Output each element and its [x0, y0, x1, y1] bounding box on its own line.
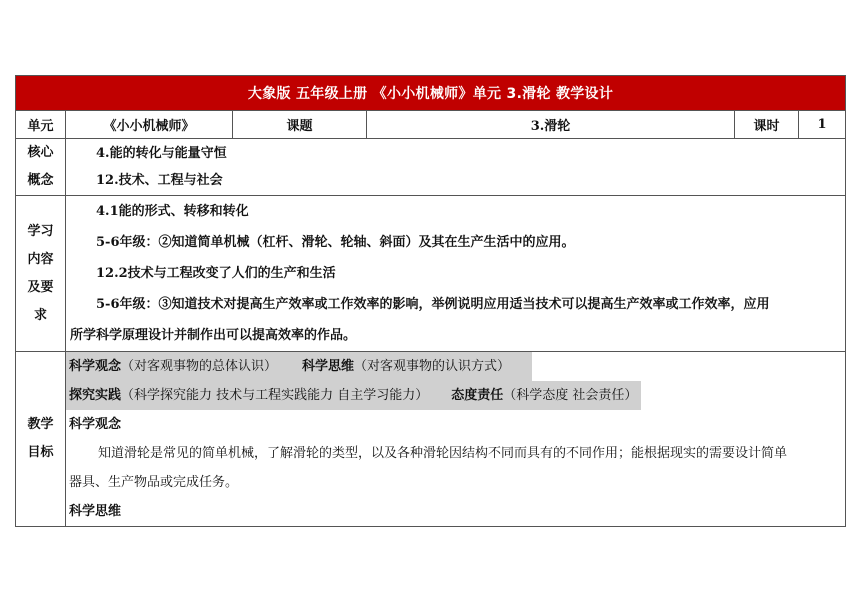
dimension-science-thinking: 科学思维: [302, 359, 355, 374]
goal-dimension-highlight: [448, 381, 641, 410]
learning-requirements-content: [66, 196, 846, 352]
core-concept-item: 4.能的转化与能量守恒: [96, 146, 227, 161]
dimension-note: （对客观事物的认识方式）: [354, 359, 511, 374]
hours-label: 课时: [735, 111, 799, 139]
requirement-line: 4.1能的形式、转移和转化: [96, 204, 249, 219]
core-concept-label-line2: 概念: [27, 173, 54, 188]
science-concept-text: 知道滑轮是常见的简单机械，了解滑轮的类型，以及各种滑轮因结构不同而具有的不同作用；能根据现实的需要设计简单: [98, 446, 788, 461]
science-concept-heading: 科学观念: [69, 417, 122, 432]
label-line: 学习: [27, 223, 54, 239]
core-concept-item: 12.技术、工程与社会: [96, 173, 223, 188]
unit-label: 单元: [16, 111, 66, 139]
goal-dimension-highlight: [299, 352, 532, 381]
label-line: 及要: [27, 279, 54, 295]
hours-value: 1: [799, 111, 846, 139]
teaching-goals-content: [66, 352, 846, 527]
dimension-note: （对客观事物的总体认识）: [121, 359, 278, 374]
science-thinking-heading: 科学思维: [69, 504, 122, 519]
goal-dimension-highlight: [66, 352, 303, 381]
core-concept-label-line1: 核心: [27, 145, 54, 160]
topic-label: 课题: [233, 111, 367, 139]
label-line: 内容: [27, 251, 54, 267]
teaching-goals-label-line1: 教学: [27, 417, 54, 432]
goal-dimension-highlight: [66, 381, 452, 410]
teaching-goals-label-line2: 目标: [27, 445, 54, 460]
goals-dimension-row: [66, 381, 845, 410]
requirement-line: 5-6年级：②知道简单机械（杠杆、滑轮、轮轴、斜面）及其在生产生活中的应用。: [96, 235, 575, 250]
learning-requirements-label: [16, 196, 66, 352]
label-line: 求: [33, 307, 47, 323]
requirement-line: 12.2技术与工程改变了人们的生产和生活: [96, 266, 336, 281]
goals-dimension-row: [66, 352, 845, 381]
teaching-goals-label: [16, 352, 66, 527]
dimension-note: （科学探究能力 技术与工程实践能力 自主学习能力）: [121, 388, 429, 403]
unit-value: 《小小机械师》: [66, 111, 233, 139]
requirement-line: 所学科学原理设计并制作出可以提高效率的作品。: [70, 328, 357, 343]
dimension-inquiry-practice: 探究实践: [69, 388, 122, 403]
dimension-attitude-responsibility: 态度责任: [451, 388, 504, 403]
lesson-plan-document: [15, 75, 845, 527]
requirement-line: 5-6年级：③知道技术对提高生产效率或工作效率的影响，举例说明应用适当技术可以提高生产效率或工作效率，应用: [96, 297, 770, 312]
dimension-note: （科学态度 社会责任）: [503, 388, 638, 403]
core-concept-content: [66, 139, 846, 196]
core-concept-label: [16, 139, 66, 196]
dimension-science-concept: 科学观念: [69, 359, 122, 374]
topic-value: 3.滑轮: [367, 111, 735, 139]
lesson-plan-table: [15, 75, 846, 527]
document-title: 大象版 五年级上册 《小小机械师》单元 3.滑轮 教学设计: [16, 76, 846, 111]
science-concept-text: 器具、生产物品或完成任务。: [69, 475, 239, 490]
